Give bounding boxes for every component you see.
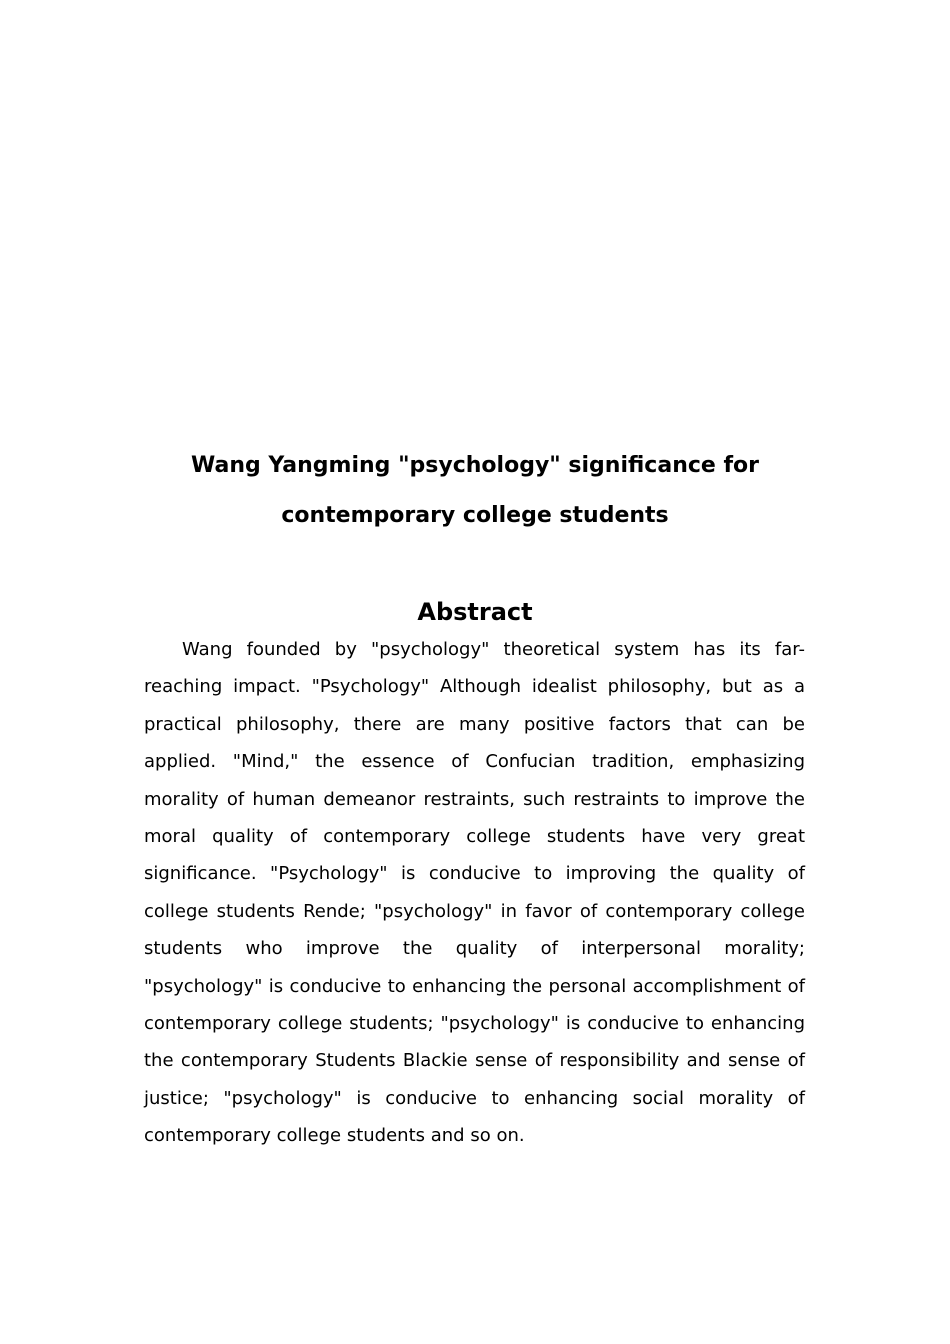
abstract-heading: Abstract [417,598,533,626]
paper-title [100,441,850,541]
paper-title-line-1: Wang Yangming "psychology" significance for [190,453,760,478]
paper-title-line-2: contemporary college students [281,503,669,528]
abstract-paragraph: Wang founded by "psychology" theoretical system has its far-reaching impact. "Psychology" Although idealist philosophy, but as a practical philosophy, there are many positive factors that can be applied. "Mind," the essence of Confucian tradition, emphasizing morality of human demeanor restraints, such restraints to improve the moral quality of contemporary college students have very great significance. "Psychology" is conducive to improving the quality of college students Rende; "psychology" in favor of contemporary college students who improve the quality of interpersonal morality; "psychology" is conducive to enhancing the personal accomplishment of contemporary college students; "psychology" is conducive to enhancing the contemporary Students Blackie sense of responsibility and sense of justice; "psychology" is conducive to enhancing social morality of contemporary college students and so on. [144,639,805,1147]
